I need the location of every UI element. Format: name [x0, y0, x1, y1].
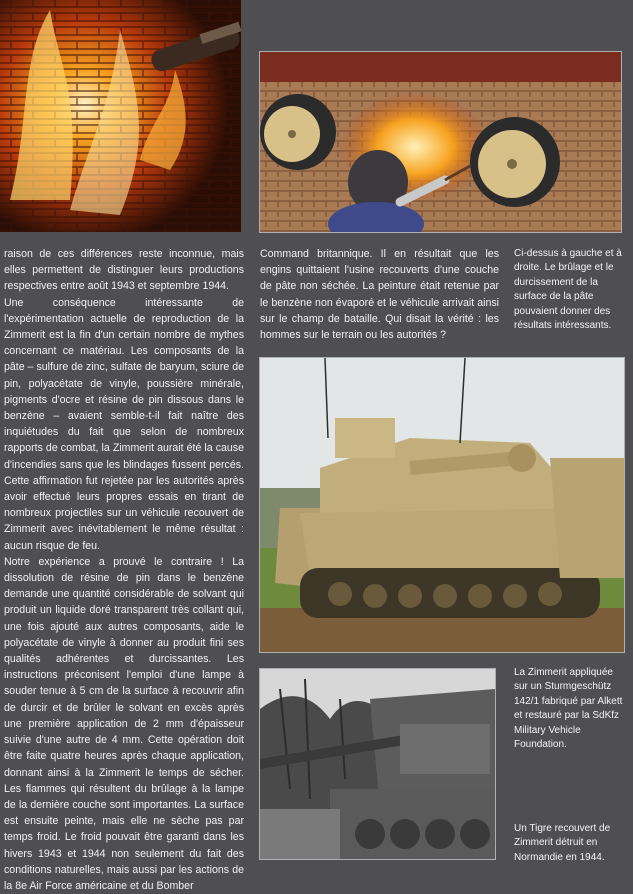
caption-tiger: Un Tigre recouvert de Zimmerit détruit en Normandie en 1944.: [514, 823, 611, 863]
article-column-1: [4, 246, 244, 894]
paragraph: Une conséquence intéressante de l'expérimentation actuelle de reproduction de la Zimmerit est la fin d'un certain nombre de mythes concernant ce matériau. Les composants de la pâte – sulfure de zinc, sulfate de baryum, sciure de pin, polyacétate de vinyle, poussière minérale, pigments d'ocre et résine de pin dissous dans le benzène – avaient semble-t-il fait naître des inquiétudes du fait que selon de nombreux rapports de combat, la Zimmerit aurait été la cause d'incendies sans que les blindages fussent percés. Cette affirmation fut rejetée par les autorités après avoir effectué leurs propres essais en tirant de nombreux projectiles sur un véhicule recouvert de Zimmerit avec inévitablement le même résultat : aucun risque de feu.: [4, 296, 244, 552]
fire-photo-left: [0, 0, 241, 232]
stug-tank-photo: [260, 358, 624, 652]
paragraph: Command britannique. Il en résultait que les engins quittaient l'usine recouverts d'une couche de pâte non séchée. La peinture était retenue par le benzène non évaporé et le véhicule arrivait ainsi sur le champ de bataille. Qui disait la vérité : les hommes sur le terrain ou les autorités ?: [260, 248, 499, 342]
tiger-tank-photo: [260, 669, 495, 859]
paragraph: Notre expérience a prouvé le contraire ! La dissolution de résine de pin dans le benzène demande une quantité considérable de solvant qui produit un liquide doré transparent très collant qui, une fois ajouté aux autres composants, aide le polyacétate de vinyle à donner au produit fini ses qualités adhérentes et durcissantes. Les instructions préconisent l'emploi d'une lampe à souder tenue à 5 cm de la surface à recouvrir afin de durcir et de brûler le solvant en excès après une première application de 2 mm d'épaisseur suivie d'une autre de 4 mm. Cette opération doit être faite quatre heures après chaque application, donnant ainsi à la Zimmerit le temps de sécher. Les flammes qui résultent du brûlage à la lampe de la dernière couche sont importantes. La surface est ensuite peinte, mais elle ne sèche pas par temps froid. Le froid pouvait être garanti dans les hivers 1943 et 1944 non seulement du fait des conditions naturelles, mais aussi par les actions de la 8e Air Force américaine et du Bomber: [4, 555, 244, 892]
fire-photo-right: [260, 52, 621, 232]
caption-burning: Ci-dessus à gauche et à droite. Le brûlage et le durcissement de la surface de la pâte pouvaient donner des résultats intéressants.: [514, 248, 622, 332]
article-column-2: [260, 246, 499, 343]
caption-stug: La Zimmerit appliquée sur un Sturmgeschütz 142/1 fabriqué par Alkett et restauré par la SdKfz Military Vehicle Foundation.: [514, 667, 623, 751]
paragraph: raison de ces différences reste inconnue, mais elles permettent de distinguer leurs productions respectives entre août 1943 et septembre 1944.: [4, 248, 244, 293]
